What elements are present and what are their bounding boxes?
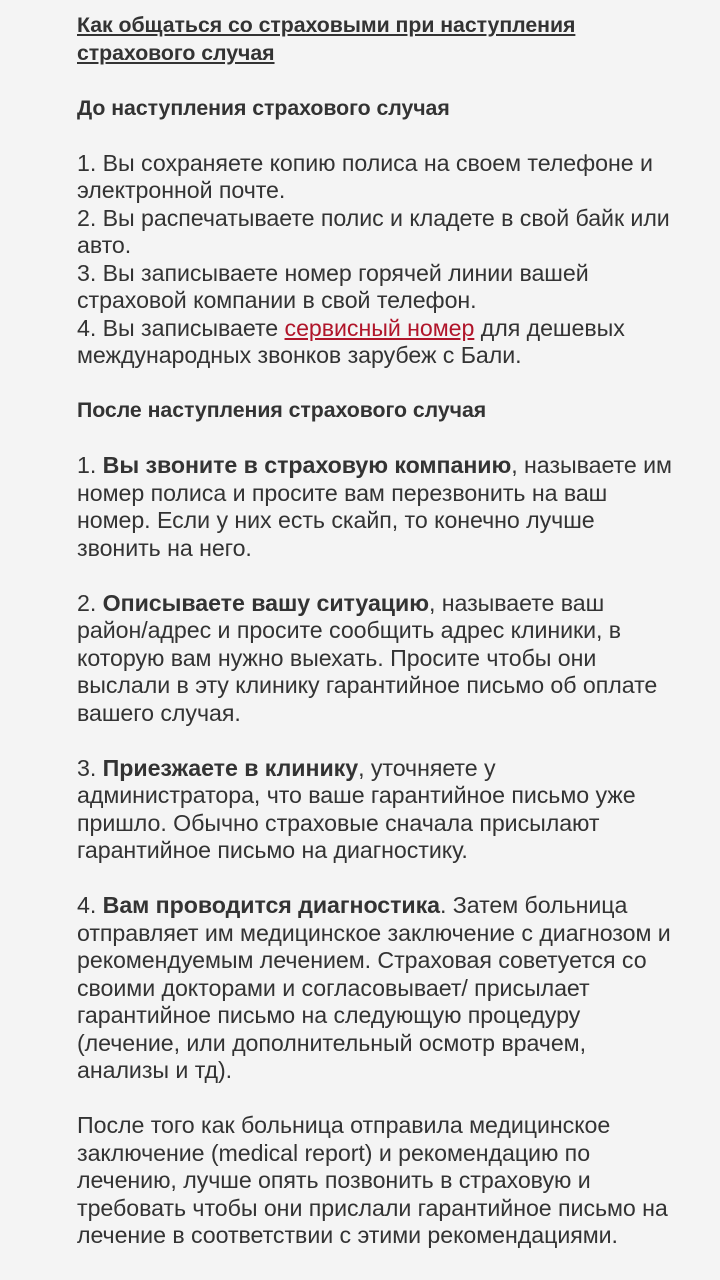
after-step-2-title: Описываете вашу ситуацию [102, 589, 429, 616]
service-number-link[interactable]: сервисный номер [284, 314, 475, 341]
after-step-1-num: 1. [77, 452, 103, 478]
after-step-3-title: Приезжаете в клинику [102, 754, 359, 781]
after-step-4-title: Вам проводится диагностика [102, 892, 441, 918]
section-heading-after: После наступления страхового случая [77, 398, 487, 422]
after-step-4 [77, 892, 680, 1085]
spacer [77, 425, 680, 453]
page-title: Как общаться со страховыми при наступления страхового случая [77, 13, 576, 65]
after-step-1 [77, 452, 680, 562]
spacer [77, 1085, 680, 1113]
spacer [77, 370, 680, 398]
after-step-3 [77, 755, 680, 865]
section-heading-before: До наступления страхового случая [77, 95, 450, 120]
after-step-3-num: 3. [77, 754, 103, 781]
after-step-3-text: , уточняете у администратора, что ваше гарантийное письмо уже пришло. Обычно страховые сначала присылают гарантийное письмо на диагностику. [77, 754, 636, 863]
spacer [77, 122, 680, 150]
after-step-1-title: Вы звоните в страховую компанию [102, 452, 512, 478]
closing-paragraph: После того как больница отправила медицинское заключение (medical report) и рекомендацию по лечению, лучше опять позвонить в страховую и требовать чтобы они прислали гарантийное письмо на лечение в соответствии с этими рекомендациями. [77, 1112, 668, 1248]
before-item-1: 1. Вы сохраняете копию полиса на своем телефоне и электронной почте. [77, 149, 653, 203]
before-item-4-suffix: для дешевых международных звонков зарубеж с Бали. [77, 314, 625, 368]
spacer [77, 67, 680, 95]
after-step-1-text: , называете им номер полиса и просите вам перезвонить на ваш номер. Если у них есть скайп, то конечно лучше звонить на него. [77, 452, 672, 561]
before-item-2: 2. Вы распечатываете полис и кладете в свой байк или авто. [77, 204, 670, 258]
before-item-4-prefix: 4. Вы записываете [77, 314, 285, 341]
after-step-2-num: 2. [77, 589, 103, 616]
before-list [77, 150, 680, 370]
after-step-2 [77, 590, 680, 728]
after-step-4-num: 4. [77, 892, 103, 918]
spacer [77, 562, 680, 590]
before-item-4 [77, 315, 625, 369]
after-step-4-text: . Затем больница отправляет им медицинское заключение с диагнозом и рекомендуемым лечением. Страховая советуется со своими докторами и согласовывает/ присылает гарантийное письмо на следующую процедуру (лечение, или дополнительный осмотр врачем, анализы и тд). [77, 892, 671, 1083]
spacer [77, 865, 680, 893]
before-item-3: 3. Вы записываете номер горячей линии вашей страховой компании в свой телефон. [77, 259, 589, 313]
after-step-2-text: , называете ваш район/адрес и просите сообщить адрес клиники, в которую вам нужно выехать. Просите чтобы они выслали в эту клинику гарантийное письмо об оплате вашего случая. [77, 589, 658, 726]
spacer [77, 727, 680, 755]
